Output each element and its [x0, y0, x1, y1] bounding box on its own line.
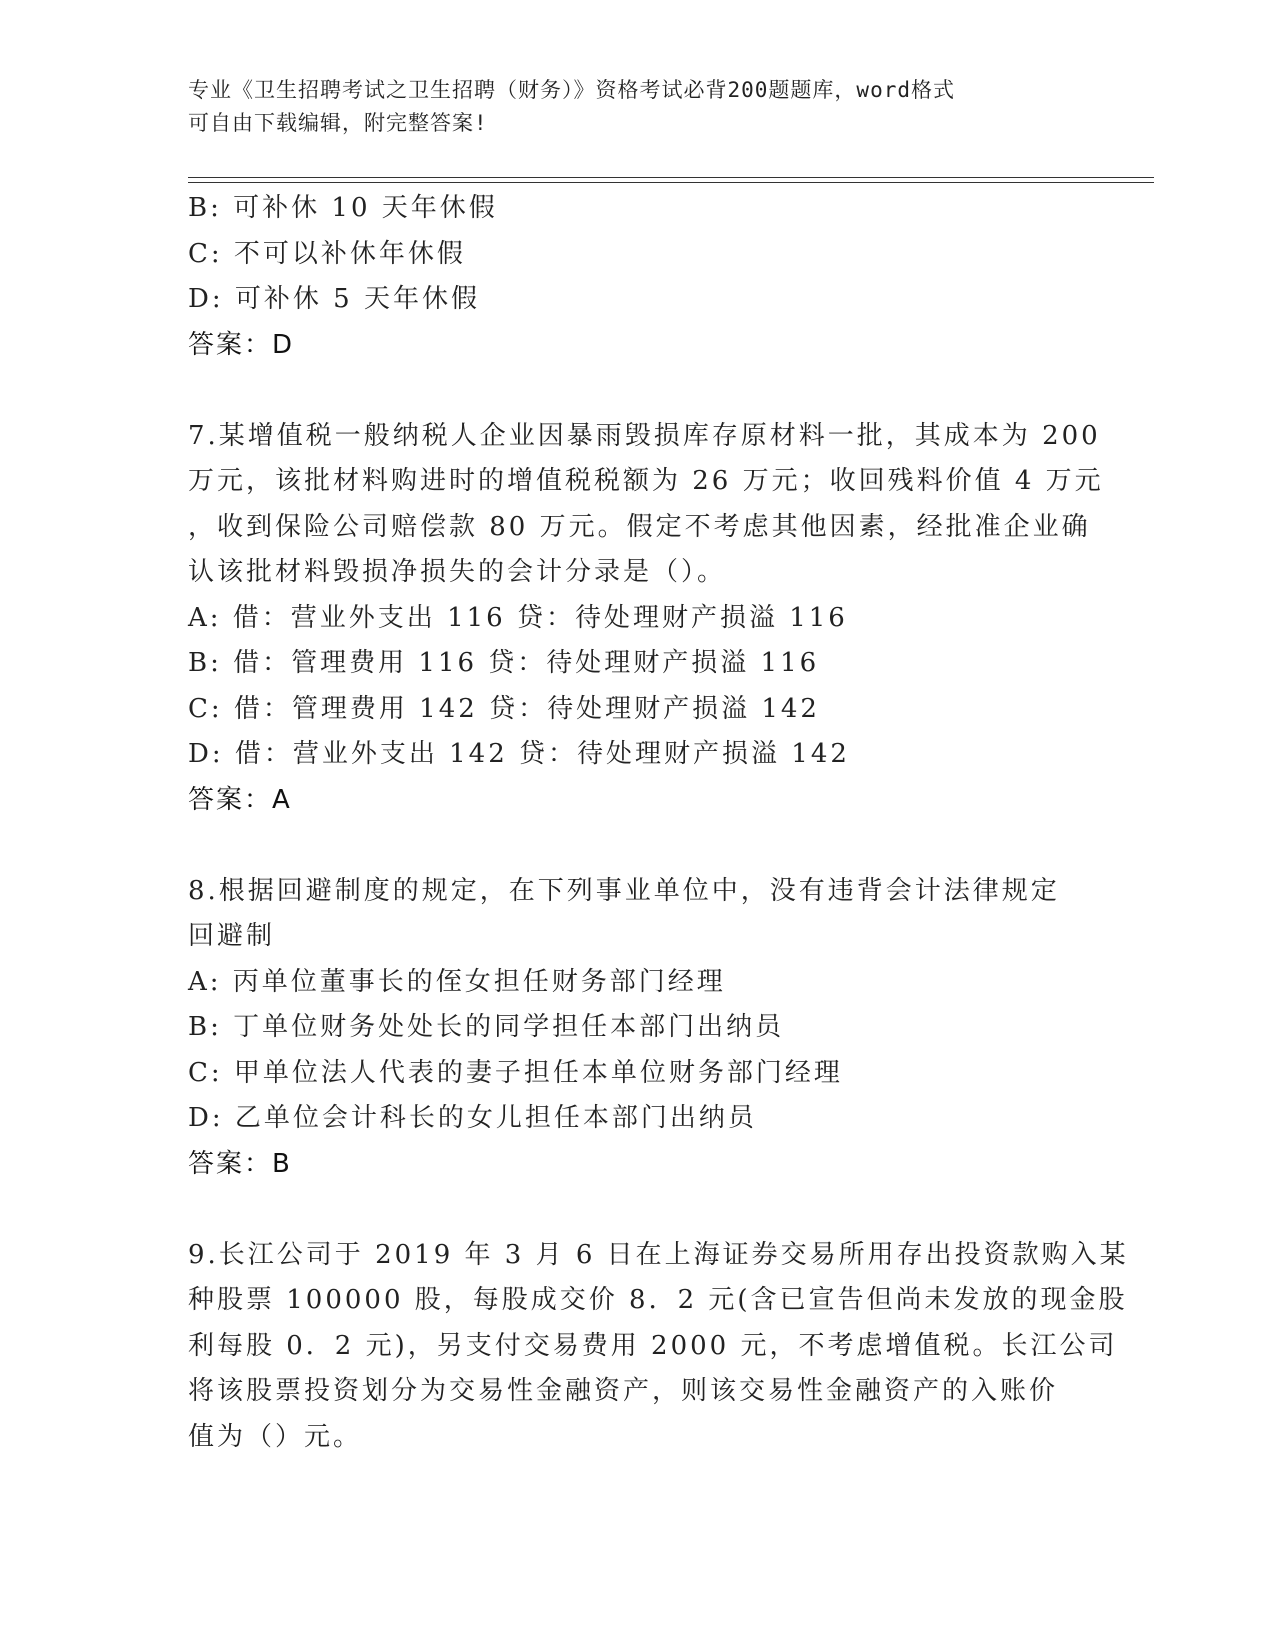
question-list — [188, 186, 1129, 1460]
question-9-stem-line: 值为（）元。 — [188, 1421, 363, 1452]
question-7-answer: 答案：A — [188, 784, 292, 815]
question-spacer — [188, 368, 1088, 414]
header-title-line-2: 可自由下载编辑，附完整答案! — [188, 111, 488, 135]
question-spacer — [188, 823, 1088, 869]
question-spacer — [188, 1187, 1088, 1233]
header-divider-bottom — [188, 182, 1154, 183]
question-9-stem-line: 利每股 0．2 元)，另支付交易费用 2000 元，不考虑增值税。长江公司 — [188, 1330, 1118, 1361]
question-6-answer: 答案：D — [188, 329, 295, 360]
question-9-stem-line: 将该股票投资划分为交易性金融资产，则该交易性金融资产的入账价 — [188, 1376, 1059, 1406]
question-8-stem-line: 8.根据回避制度的规定，在下列事业单位中，没有违背会计法律规定 — [188, 875, 1060, 906]
question-9-stem-line: 种股票 100000 股，每股成交价 8．2 元(含已宣告但尚未发放的现金股 — [188, 1285, 1128, 1315]
question-8 — [188, 869, 1088, 1188]
question-7-stem-line: ，收到保险公司赔偿款 80 万元。假定不考虑其他因素，经批准企业确 — [188, 511, 1091, 542]
header-title-line-1: 专业《卫生招聘考试之卫生招聘（财务）》资格考试必背200题题库，word格式 — [188, 78, 955, 102]
question-6-option-c: C: 不可以补休年休假 — [188, 238, 466, 269]
question-8-answer: 答案：B — [188, 1148, 292, 1179]
question-7-option-c: C: 借：管理费用 142 贷：待处理财产损溢 142 — [188, 693, 820, 724]
question-6-option-d: D: 可补休 5 天年休假 — [188, 284, 480, 314]
question-8-stem-line: 回避制 — [188, 921, 276, 951]
question-7-stem-line: 7.某增值税一般纳税人企业因暴雨毁损库存原材料一批，其成本为 200 — [188, 420, 1101, 451]
question-7 — [188, 414, 1104, 824]
question-8-option-d: D: 乙单位会计科长的女儿担任本部门出纳员 — [188, 1103, 757, 1133]
header-divider-top — [188, 177, 1154, 178]
question-8-option-a: A: 丙单位董事长的侄女担任财务部门经理 — [188, 966, 726, 997]
question-9-stem-line: 9.长江公司于 2019 年 3 月 6 日在上海证券交易所用存出投资款购入某 — [188, 1239, 1129, 1270]
document-header — [188, 74, 1088, 140]
question-7-stem-line: 万元，该批材料购进时的增值税税额为 26 万元；收回残料价值 4 万元 — [188, 466, 1104, 496]
question-8-option-c: C: 甲单位法人代表的妻子担任本单位财务部门经理 — [188, 1057, 843, 1088]
question-6-option-b: B: 可补休 10 天年休假 — [188, 193, 498, 223]
question-7-option-a: A: 借：营业外支出 116 贷：待处理财产损溢 116 — [188, 602, 848, 633]
question-8-option-b: B: 丁单位财务处处长的同学担任本部门出纳员 — [188, 1012, 785, 1042]
question-7-stem-line: 认该批材料毁损净损失的会计分录是（）。 — [188, 557, 727, 587]
question-7-option-b: B: 借：管理费用 116 贷：待处理财产损溢 116 — [188, 648, 820, 678]
question-7-option-d: D: 借：营业外支出 142 贷：待处理财产损溢 142 — [188, 739, 850, 769]
question-6 — [188, 186, 1088, 368]
question-9 — [188, 1233, 1129, 1461]
